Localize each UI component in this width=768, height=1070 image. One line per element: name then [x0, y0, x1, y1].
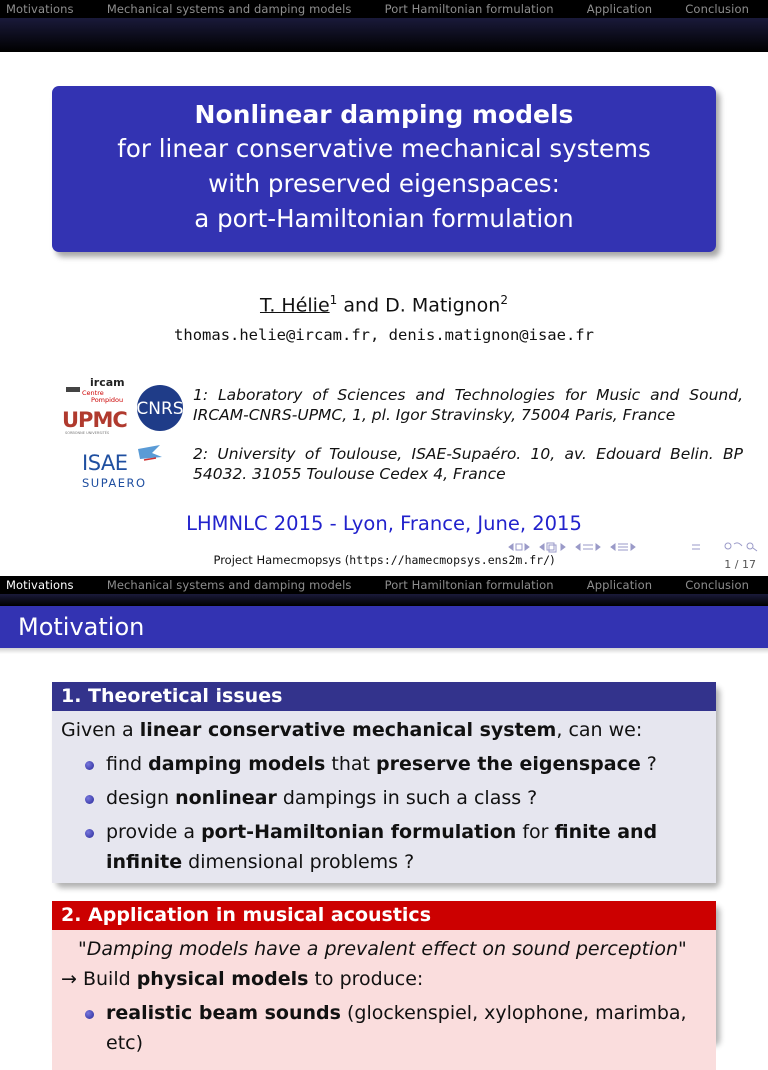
- block-theoretical-issues: [52, 682, 716, 883]
- frame-title: Motivation: [0, 606, 768, 648]
- block-title: 2. Application in musical acoustics: [52, 901, 716, 930]
- emails: thomas.helie@ircam.fr, denis.matignon@isae.fr: [174, 326, 594, 344]
- block-title: 1. Theoretical issues: [52, 682, 716, 711]
- author-2: D. Matignon: [385, 294, 501, 317]
- text-span: → Build: [61, 968, 137, 990]
- cnrs-logo: [136, 385, 183, 431]
- nav-item-port-hamiltonian[interactable]: Port Hamiltonian formulation: [384, 2, 554, 16]
- text-span: that: [325, 753, 377, 775]
- subtitle-line: with preserved eigenspaces:: [208, 169, 560, 198]
- text-span: find: [106, 753, 149, 775]
- block-intro: [61, 715, 708, 745]
- author-1-sup: 1: [329, 293, 338, 307]
- bullet-list: [83, 749, 708, 877]
- title: Nonlinear damping models: [194, 100, 574, 129]
- block-body: [52, 930, 716, 1070]
- list-item: [83, 783, 708, 813]
- list-item: [83, 817, 708, 877]
- bold-span: linear conservative mechanical system: [139, 719, 557, 741]
- text-span: , can we:: [556, 719, 643, 741]
- list-item: [83, 998, 708, 1058]
- bold-span: port-Hamiltonian formulation: [201, 821, 517, 843]
- nav-item-application[interactable]: Application: [586, 578, 653, 592]
- bold-span: finite and infinite: [106, 821, 658, 873]
- nav-item-mechanical-systems[interactable]: Mechanical systems and damping models: [106, 2, 352, 16]
- beamer-navigation-symbols[interactable]: [506, 540, 764, 554]
- text-span: to produce:: [308, 968, 424, 990]
- list-item: [83, 749, 708, 779]
- bold-span: physical models: [136, 968, 309, 990]
- block-application-musical-acoustics: [52, 901, 716, 1054]
- nav-gradient: [0, 594, 768, 606]
- bold-span: nonlinear: [175, 787, 277, 809]
- nav-item-motivations[interactable]: Motivations: [6, 578, 74, 592]
- conference: LHMNLC 2015 - Lyon, France, June, 2015: [186, 512, 582, 535]
- bullet-list: [83, 998, 708, 1058]
- affiliation-2: 2: University of Toulouse, ISAE-Supaéro. 10, av. Edouard Belin. BP 54032. 31055 Toulouse Cedex 4, France: [193, 445, 743, 483]
- text-span: for: [516, 821, 555, 843]
- bold-span: preserve the eigenspace: [376, 753, 641, 775]
- nav-item-application[interactable]: Application: [586, 2, 653, 16]
- upmc-logo: [62, 408, 127, 435]
- upmc-sorbonne-text: SORBONNE UNIVERSITÉS: [65, 431, 110, 435]
- block-arrow-line: [61, 964, 708, 994]
- affiliation-1: 1: Laboratory of Sciences and Technologies for Music and Sound, IRCAM-CNRS-UPMC, 1, pl. Igor Stravinsky, 75004 Paris, France: [193, 386, 743, 424]
- nav-item-port-hamiltonian[interactable]: Port Hamiltonian formulation: [384, 578, 554, 592]
- text-span: dimensional problems ?: [182, 851, 415, 873]
- nav-item-conclusion[interactable]: Conclusion: [685, 578, 749, 592]
- authors: [0, 293, 768, 316]
- institution-logos: [60, 375, 188, 493]
- block-body: [52, 711, 716, 883]
- nav-gradient: [0, 18, 768, 52]
- ircam-centre-text: Centre: [82, 389, 104, 397]
- authors-and: and: [337, 294, 386, 317]
- footer-text: Project Hamecmopsys (: [213, 553, 350, 567]
- text-span: (glockenspiel, xylophone, marimba, etc): [106, 1002, 687, 1054]
- ircam-logo: [66, 376, 125, 404]
- title-box: [52, 86, 716, 252]
- subtitle-line: for linear conservative mechanical systems: [117, 134, 651, 163]
- nav-item-mechanical-systems[interactable]: Mechanical systems and damping models: [106, 578, 352, 592]
- text-span: Given a: [61, 719, 140, 741]
- bold-span: realistic beam sounds: [106, 1002, 341, 1024]
- author-1: T. Hélie: [259, 294, 330, 317]
- text-span: dampings in such a class ?: [276, 787, 538, 809]
- text-span: provide a: [106, 821, 202, 843]
- bold-span: damping models: [148, 753, 326, 775]
- ircam-pompidou-text: Pompidou: [91, 396, 124, 404]
- nav-bar: [0, 576, 768, 594]
- nav-bar: [0, 0, 768, 18]
- ircam-logo-text: ircam: [90, 376, 125, 389]
- supaero-logo-text: SUPAERO: [82, 476, 147, 490]
- footer: [0, 553, 768, 567]
- author-2-sup: 2: [500, 293, 508, 307]
- footer-close: ): [550, 553, 555, 567]
- subtitle-line: a port-Hamiltonian formulation: [194, 204, 574, 233]
- nav-item-conclusion[interactable]: Conclusion: [685, 2, 749, 16]
- block-quote: "Damping models have a prevalent effect on sound perception": [78, 938, 687, 960]
- text-span: ?: [640, 753, 657, 775]
- page-number: 1 / 17: [724, 558, 756, 571]
- slide-2: [0, 576, 768, 1054]
- isae-logo: [82, 445, 162, 490]
- isae-logo-text: ISAE: [82, 451, 128, 475]
- text-span: design: [106, 787, 176, 809]
- frame-title-shadow: [0, 648, 768, 654]
- nav-item-motivations[interactable]: Motivations: [6, 2, 74, 16]
- upmc-logo-text: UPMC: [62, 408, 127, 432]
- cnrs-logo-text: CNRS: [136, 399, 184, 419]
- footer-url[interactable]: https://hamecmopsys.ens2m.fr/: [349, 553, 551, 567]
